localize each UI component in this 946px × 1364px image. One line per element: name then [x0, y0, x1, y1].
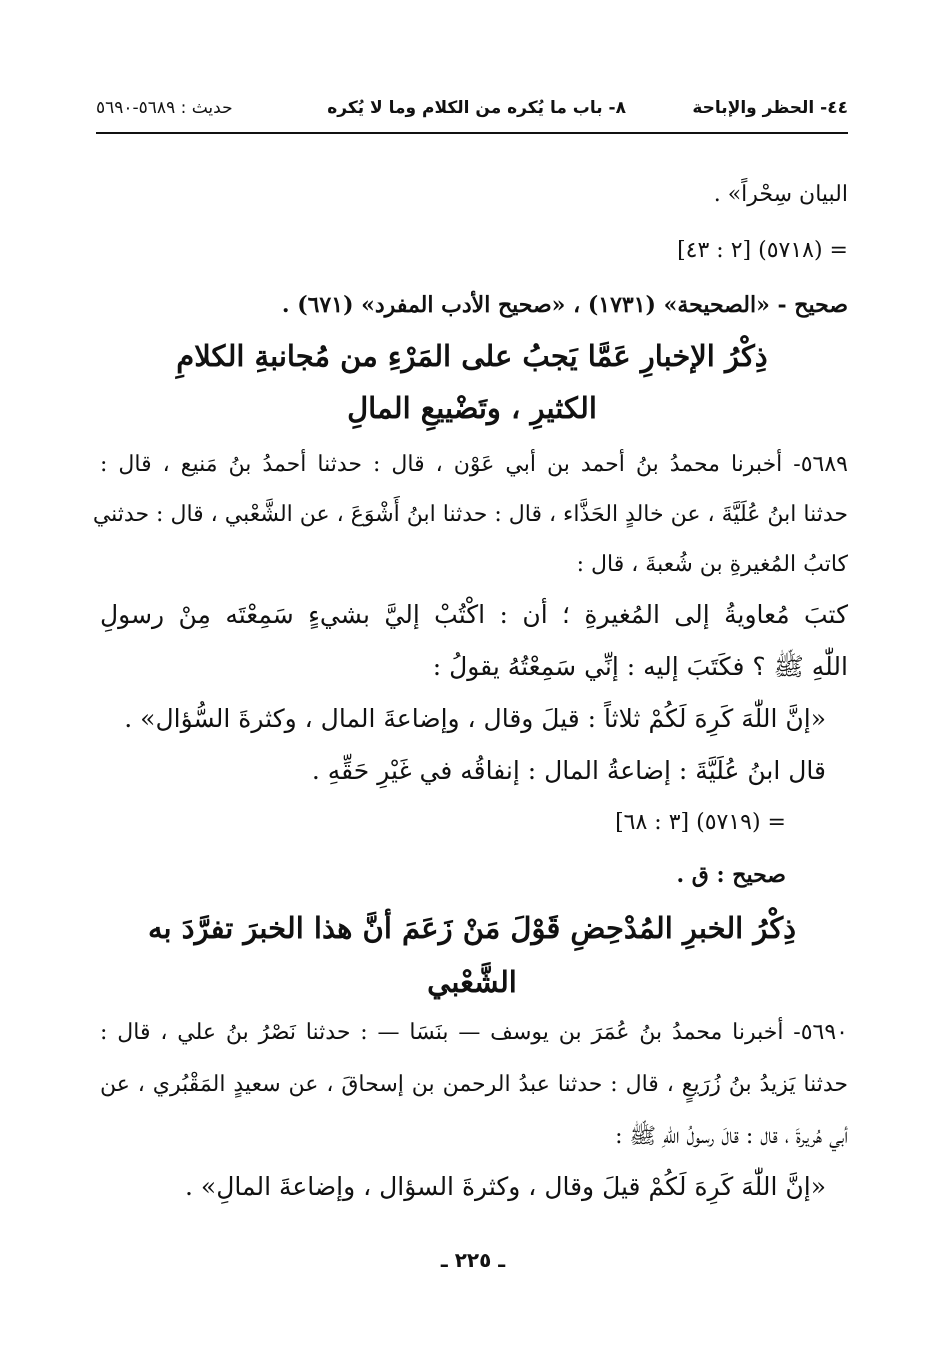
hadith-text-line: كاتبُ المُغيرةِ بن شُعبةَ ، قال : — [576, 552, 848, 577]
hadith-text-line: اللّٰهِ ﷺ ؟ فكَتَبَ إليه : إنِّي سَمِعْتُهُ يقولُ : — [432, 652, 848, 681]
reference-line: = (٥٧١٨) [٢ : ٤٣] — [677, 238, 848, 263]
hadith-text-line: أبي هُريرةَ ، قال : قالَ رسولُ اللّٰهِ ﷺ : — [615, 1124, 848, 1149]
hadith-text-line: ٥٦٨٩- أخبرنا محمدُ بنُ أحمد بن أبي عَوْن ، قال : حدثنا أحمدُ بنُ مَنيع ، قال : — [100, 452, 848, 477]
grading-line: صحيح : ق . — [676, 862, 786, 888]
reference-line: = (٥٧١٩) [٣ : ٦٨] — [615, 810, 786, 835]
header-chapter-title: ٨- باب ما يُكره من الكلام وما لا يُكره — [327, 98, 626, 118]
grading-line: صحيح - «الصحيحة» (١٧٣١) ، «صحيح الأدب المفرد» (٦٧١) . — [281, 292, 848, 318]
section-title: الشَّعْبي — [427, 965, 517, 999]
section-title: ذِكْرُ الخبرِ المُدْحِضِ قَوْلَ مَنْ زَعَمَ أنَّ هذا الخبرَ تفرَّدَ به — [147, 911, 797, 945]
header-book-title: ٤٤- الحظر والإباحة — [692, 98, 848, 118]
text-line: البيان سِحْراً» . — [713, 182, 848, 207]
header-hadith-range: حديث : ٥٦٨٩-٥٦٩٠ — [96, 98, 233, 118]
running-header — [96, 92, 848, 126]
hadith-text-line: حدثنا ابنُ عُلَيَّةَ ، عن خالدٍ الحَذَّاء ، قال : حدثنا ابنُ أَشْوَعَ ، عن الشَّعْبي ، قال : حدثني — [92, 502, 848, 527]
hadith-quote: «إنَّ اللّٰهَ كَرِهَ لَكُمْ ثلاثاً : قيلَ وقال ، وإضاعةَ المال ، وكثرةَ السُّؤال» . — [124, 704, 826, 733]
section-title: ذِكْرُ الإخبارِ عَمَّا يَجبُ على المَرْءِ من مُجانبةِ الكلامِ — [176, 339, 768, 373]
page-number: ـ ٢٢٥ ـ — [440, 1248, 506, 1272]
hadith-text-line: ٥٦٩٠- أخبرنا محمدُ بنُ عُمَرَ بن يوسف — بنَسَا — : حدثنا نَصْرُ بنُ علي ، قال : — [100, 1020, 848, 1045]
section-title: الكثيرِ ، وتَضْييعِ المالِ — [347, 391, 597, 425]
hadith-quote: «إنَّ اللّٰهَ كَرِهَ لَكُمْ قيلَ وقال ، وكثرةَ السؤال ، وإضاعةَ المالِ» . — [185, 1172, 826, 1201]
header-rule — [96, 132, 848, 134]
hadith-commentary: قال ابنُ عُلَيَّةَ : إضاعةُ المال : إنفاقُه في غَيْرِ حَقِّهِ . — [311, 756, 826, 785]
hadith-text-line: حدثنا يَزيدُ بنُ زُرَيعٍ ، قال : حدثنا عبدُ الرحمن بن إسحاقَ ، عن سعيدٍ المَقْبُري ، عن — [100, 1072, 848, 1097]
hadith-text-line: كتبَ مُعاويةُ إلى المُغيرةِ ؛ أن : اكْتُبْ إليَّ بشيءٍ سَمِعْتَه مِنْ رسولِ — [100, 600, 848, 629]
